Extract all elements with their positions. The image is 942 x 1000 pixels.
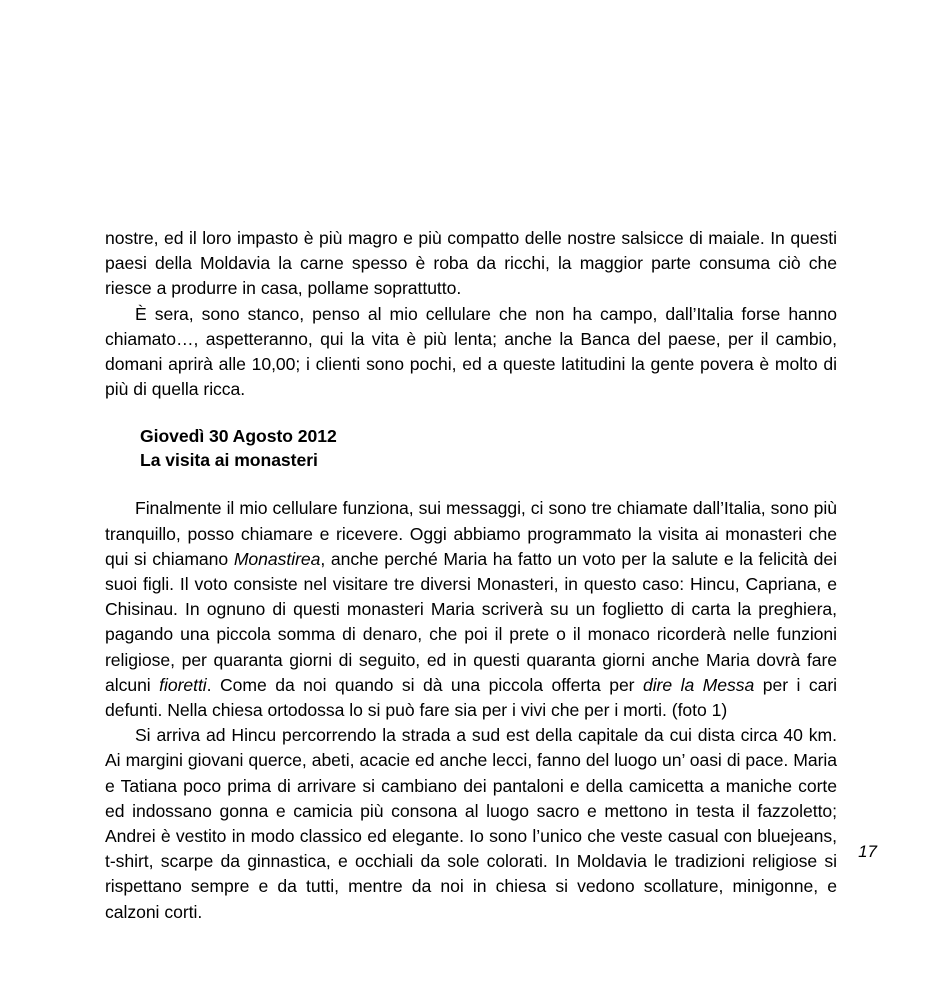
italic-phrase: fioretti [159, 674, 207, 695]
paragraph-monasteri: Finalmente il mio cellulare funziona, sui messaggi, ci sono tre chiamate dall’Italia, sono più tranquillo, posso chiamare e ricevere. Oggi abbiamo programmato la visita ai monasteri che qui si chiamano Monastirea, anche perché Maria ha fatto un voto per la salute e la felicità dei suoi figli. Il voto consiste nel visitare tre diversi Monasteri, in questo caso: Hincu, Capriana, e Chisinau. In ognuno di questi monasteri Maria scriverà su un foglietto di carta la preghiera, pagando una piccola somma di denaro, che poi il prete o il monaco ricorderà nelle funzioni religiose, per quaranta giorni di seguito, ed in questi quaranta giorni anche Maria dovrà fare alcuni fioretti. Come da noi quando si dà una piccola offerta per dire la Messa per i cari defunti. Nella chiesa ortodossa lo si può fare sia per i vivi che per i morti. (foto 1) [105, 498, 837, 721]
heading-date: Giovedì 30 Agosto 2012 [140, 426, 337, 447]
paragraph-salsicce: nostre, ed il loro impasto è più magro e più compatto delle nostre salsicce di maiale. In questi paesi della Moldavia la carne spesso è roba da ricchi, la maggior parte consuma ciò che riesce a produrre in casa, pollame soprattutto. [105, 228, 837, 299]
heading-title: La visita ai monasteri [140, 450, 318, 471]
italic-phrase: Monastirea [233, 548, 321, 569]
italic-phrase: dire la Messa [642, 674, 755, 695]
paragraph-sera: È sera, sono stanco, penso al mio cellulare che non ha campo, dall’Italia forse hanno chiamato…, aspetteranno, qui la vita è più lenta; anche la Banca del paese, per il cambio, domani aprirà alle 10,00; i clienti sono pochi, ed a queste latitudini la gente povera è molto di più di quella ricca. [105, 303, 837, 400]
paragraph-hincu: Si arriva ad Hincu percorrendo la strada a sud est della capitale da cui dista circa 40 km. Ai margini giovani querce, abeti, acacie ed anche lecci, fanno del luogo un’ oasi di pace. Maria e Tatiana poco prima di arrivare si cambiano dei pantaloni e della camicetta a maniche corte ed indossano gonna e camicia più consona al luogo sacro e mettono in testa il fazzoletto; Andrei è vestito in modo classico ed elegante. Io sono l’unico che veste casual con bluejeans, t-shirt, scarpe da ginnastica, e occhiali da sole colorati. In Moldavia le tradizioni religiose si rispettano sempre e da tutti, mentre da noi in chiesa si vedono scollature, minigonne, e calzoni corti. [105, 725, 837, 922]
page-number: 17 [858, 842, 877, 861]
section-heading [105, 402, 837, 496]
text-column [105, 226, 837, 925]
